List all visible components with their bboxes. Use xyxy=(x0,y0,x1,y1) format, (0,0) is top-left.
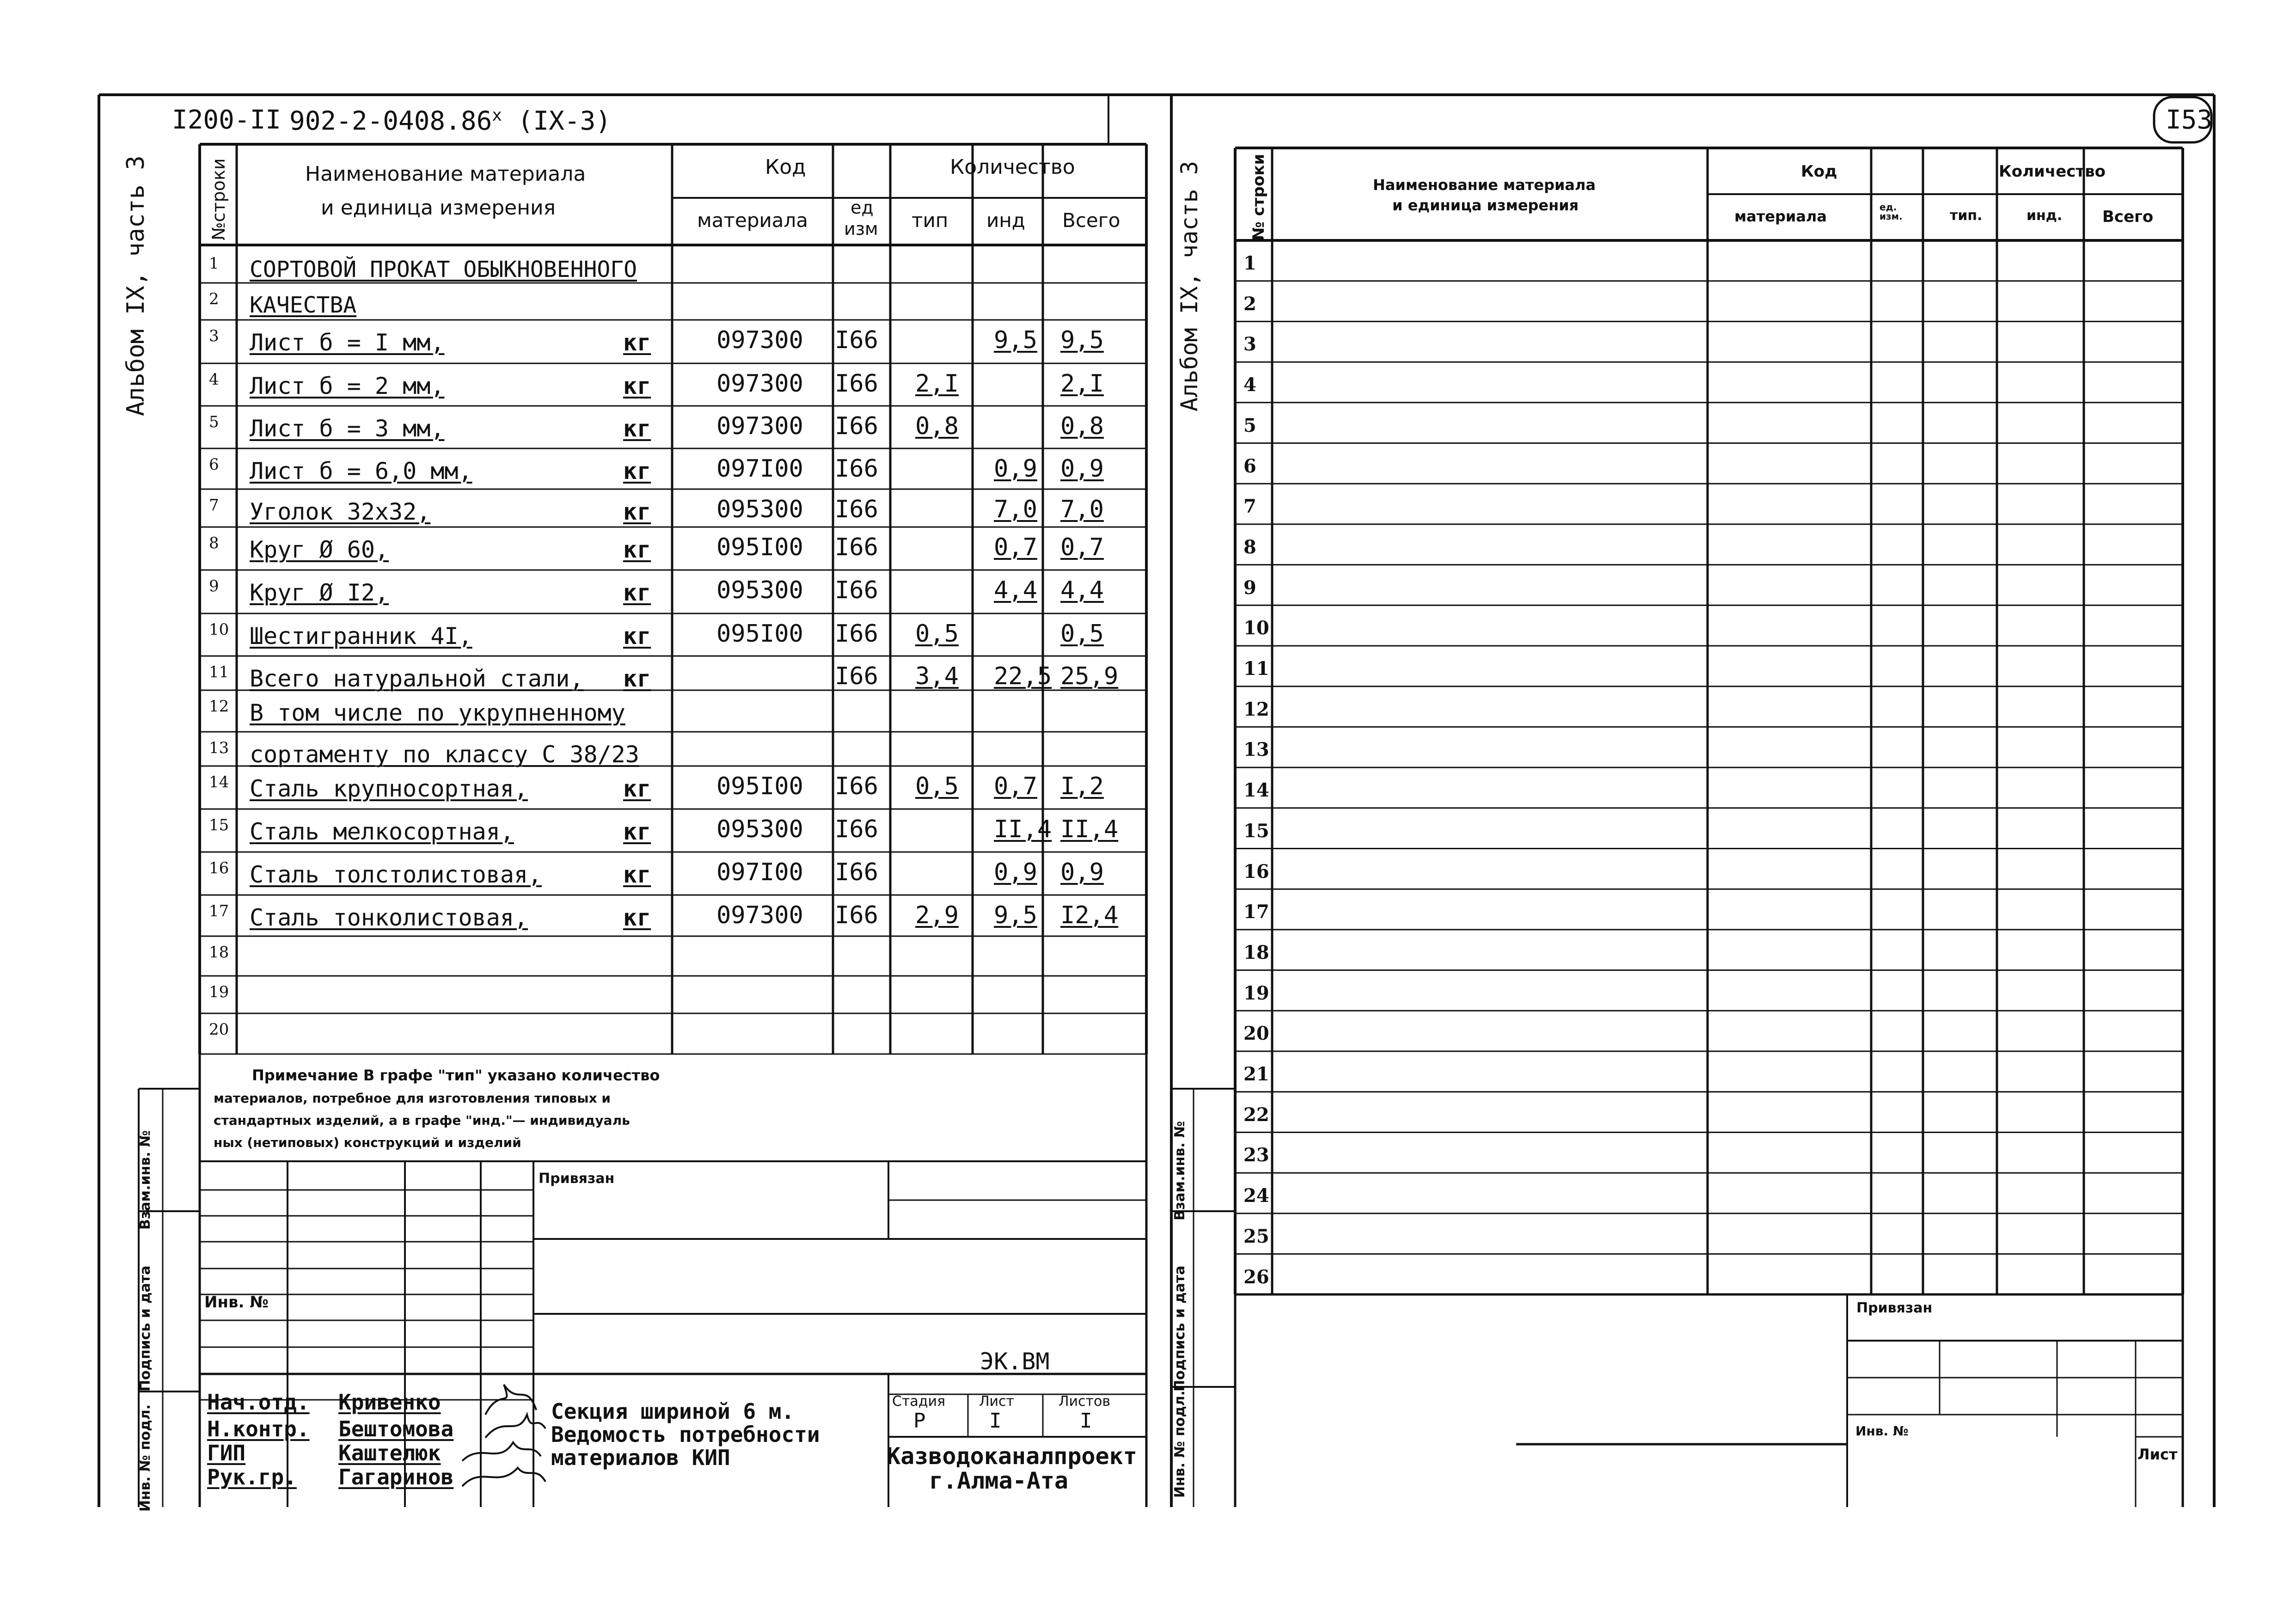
qty-ind: 0,9 xyxy=(994,858,1037,886)
right-row-number: 10 xyxy=(1243,617,1269,639)
side-label-vz-inv: Взам.инв. № xyxy=(137,1130,153,1230)
right-inv-no: Инв. № xyxy=(1855,1423,1909,1439)
album-label-right: Альбом IX, часть 3 xyxy=(1176,161,1203,411)
note-line-1: Примечание В графе "тип" указано количество xyxy=(252,1067,660,1084)
qty-tip: 0,8 xyxy=(915,412,959,440)
note-line-4: ных (нетиповых) конструкций и изделий xyxy=(214,1135,521,1150)
material-name: Всего натуральной стали, xyxy=(250,665,584,692)
right-row-number: 1 xyxy=(1243,252,1256,274)
material-name: КАЧЕСТВА xyxy=(250,292,357,318)
unit-label: кг xyxy=(623,861,651,888)
qty-tip: 2,I xyxy=(915,370,959,398)
album-label-left: Альбом IX, часть 3 xyxy=(122,155,150,416)
unit-label: кг xyxy=(623,665,651,692)
stamp-role: Н.контр. xyxy=(207,1416,310,1441)
stamp-privyazan: Привязан xyxy=(539,1171,615,1187)
qty-tip: 2,9 xyxy=(915,901,959,929)
header-unit-1: ед xyxy=(851,197,874,218)
stamp-doc-code: ЭК.ВМ xyxy=(980,1348,1050,1375)
material-name: Уголок 32х32, xyxy=(250,498,431,525)
row-number: 2 xyxy=(209,290,219,308)
header-row-num: №строки xyxy=(208,158,229,240)
qty-ind: 9,5 xyxy=(994,901,1037,929)
unit-code: I66 xyxy=(835,815,878,843)
stamp-title-1: Секция шириной 6 м. xyxy=(551,1399,795,1424)
material-code: 095I00 xyxy=(716,620,803,648)
row-number: 5 xyxy=(209,413,219,431)
material-name: сортаменту по классу С 38/23 xyxy=(250,741,639,768)
unit-label: кг xyxy=(623,579,651,606)
unit-code: I66 xyxy=(835,412,878,440)
unit-code: I66 xyxy=(835,533,878,561)
qty-ind: 9,5 xyxy=(994,326,1037,354)
qty-total: 0,9 xyxy=(1060,455,1104,483)
row-number: 12 xyxy=(209,697,229,716)
unit-code: I66 xyxy=(835,620,878,648)
qty-tip: 0,5 xyxy=(915,772,959,800)
right-row-number: 12 xyxy=(1243,698,1269,720)
sheet-badge: I53 xyxy=(2166,105,2213,135)
stamp-person-name: Каштелюк xyxy=(338,1441,441,1465)
row-number: 15 xyxy=(209,816,229,834)
unit-code: I66 xyxy=(835,772,878,800)
row-number: 1 xyxy=(209,254,219,273)
material-code: 097I00 xyxy=(716,858,803,886)
unit-label: кг xyxy=(623,458,651,484)
material-code: 095300 xyxy=(716,815,803,843)
unit-code: I66 xyxy=(835,576,878,604)
rheader-name-1: Наименование материала xyxy=(1373,176,1596,194)
header-tip: тип xyxy=(912,209,949,232)
unit-code: I66 xyxy=(835,662,878,690)
side-label-inv-podl-right: Инв. № подл. xyxy=(1172,1390,1188,1498)
header-qty: Количество xyxy=(950,155,1075,179)
rheader-row-num: № строки xyxy=(1249,153,1268,240)
stamp-org-2: г.Алма-Ата xyxy=(929,1467,1069,1494)
row-number: 20 xyxy=(209,1020,229,1039)
row-number: 6 xyxy=(209,455,219,474)
material-code: 095I00 xyxy=(716,533,803,561)
material-name: Сталь мелкосортная, xyxy=(250,818,514,845)
qty-total: I,2 xyxy=(1060,772,1104,800)
project-suffix: x xyxy=(492,106,502,125)
project-number: 902-2-0408.86 xyxy=(289,106,492,136)
note-line-2: материалов, потребное для изготовления типовых и xyxy=(214,1091,611,1106)
header-ind: инд xyxy=(986,209,1025,232)
header-code: I200-II xyxy=(172,105,282,135)
header-project xyxy=(289,107,611,135)
row-number: 4 xyxy=(209,370,219,389)
stamp-org-1: Казводоканалпроект xyxy=(887,1443,1137,1470)
right-row-number: 26 xyxy=(1243,1266,1269,1288)
right-row-number: 21 xyxy=(1243,1063,1269,1085)
right-row-number: 5 xyxy=(1243,414,1256,436)
rheader-tip: тип. xyxy=(1950,208,1983,224)
stamp-title-3: материалов КИП xyxy=(551,1445,730,1470)
material-name: СОРТОВОЙ ПРОКАТ ОБЫКНОВЕННОГО xyxy=(250,257,637,282)
right-row-number: 2 xyxy=(1243,293,1256,315)
right-row-number: 11 xyxy=(1243,658,1269,680)
qty-total: II,4 xyxy=(1060,815,1119,843)
material-name: Лист б = I мм, xyxy=(250,329,445,356)
qty-total: 0,8 xyxy=(1060,412,1104,440)
right-row-number: 24 xyxy=(1243,1185,1269,1207)
material-code: 095300 xyxy=(716,496,803,523)
side-label-vz-inv-right: Взам.инв. № xyxy=(1172,1121,1188,1220)
side-label-podpis: Подпись и дата xyxy=(137,1265,153,1392)
material-code: 095300 xyxy=(716,576,803,604)
rheader-code: Код xyxy=(1801,162,1837,181)
material-name: Лист б = 2 мм, xyxy=(250,373,445,399)
right-privyazan: Привязан xyxy=(1856,1300,1933,1316)
header-name-line1: Наименование материала xyxy=(305,162,586,186)
right-row-number: 8 xyxy=(1243,536,1256,558)
right-row-number: 15 xyxy=(1243,820,1269,842)
row-number: 10 xyxy=(209,620,229,639)
stamp-stage-label: Стадия xyxy=(892,1393,946,1410)
right-row-number: 23 xyxy=(1243,1144,1269,1166)
right-row-number: 17 xyxy=(1243,901,1269,923)
right-row-number: 6 xyxy=(1243,455,1256,477)
qty-total: 9,5 xyxy=(1060,326,1104,354)
unit-code: I66 xyxy=(835,901,878,929)
header-material: материала xyxy=(697,209,808,232)
right-row-number: 18 xyxy=(1243,941,1269,963)
unit-label: кг xyxy=(623,415,651,442)
material-name: Круг Ø 60, xyxy=(250,536,389,563)
note-line-3: стандартных изделий, а в графе "инд."— индивидуаль xyxy=(214,1113,630,1128)
right-row-number: 3 xyxy=(1243,333,1256,356)
row-number: 17 xyxy=(209,902,229,920)
header-total: Всего xyxy=(1062,209,1120,232)
qty-ind: II,4 xyxy=(994,815,1052,843)
stamp-person-name: Гагаринов xyxy=(338,1465,454,1490)
right-row-number: 16 xyxy=(1243,860,1269,883)
rheader-qty: Количество xyxy=(1999,162,2106,181)
row-number: 9 xyxy=(209,577,219,595)
material-name: Сталь тонколистовая, xyxy=(250,904,528,931)
rheader-name-2: и единица измерения xyxy=(1392,196,1579,214)
side-label-podpis-right: Подпись и дата xyxy=(1172,1265,1188,1392)
qty-total: 2,I xyxy=(1060,370,1104,398)
right-list-label: Лист xyxy=(2137,1446,2178,1463)
right-row-number: 7 xyxy=(1243,496,1256,518)
material-name: Лист б = 6,0 мм, xyxy=(250,458,472,484)
unit-label: кг xyxy=(623,775,651,802)
right-row-number: 20 xyxy=(1243,1023,1269,1045)
unit-label: кг xyxy=(623,329,651,356)
unit-label: кг xyxy=(623,498,651,525)
unit-label: кг xyxy=(623,623,651,650)
qty-tip: 3,4 xyxy=(915,662,959,690)
header-name-line2: и единица измерения xyxy=(321,196,556,220)
row-number: 3 xyxy=(209,327,219,345)
rheader-unit: ед. изм. xyxy=(1880,202,1903,222)
row-number: 8 xyxy=(209,534,219,552)
unit-label: кг xyxy=(623,904,651,931)
stamp-person-name: Бештомова xyxy=(338,1416,454,1441)
stamp-role: ГИП xyxy=(207,1441,246,1465)
right-row-number: 22 xyxy=(1243,1103,1269,1126)
row-number: 11 xyxy=(209,663,229,681)
material-code: 095I00 xyxy=(716,772,803,800)
right-row-number: 14 xyxy=(1243,779,1269,802)
unit-code: I66 xyxy=(835,455,878,483)
qty-ind: 0,9 xyxy=(994,455,1037,483)
rheader-total: Всего xyxy=(2102,208,2154,226)
right-row-number: 19 xyxy=(1243,982,1269,1004)
side-label-inv-podl: Инв. № подл. xyxy=(137,1404,153,1512)
right-row-number: 4 xyxy=(1243,374,1256,396)
qty-ind: 7,0 xyxy=(994,496,1037,523)
stamp-sheets-label: Листов xyxy=(1059,1393,1111,1410)
stamp-sheet: I xyxy=(989,1409,1002,1433)
material-name: Шестигранник 4I, xyxy=(250,623,472,650)
qty-total: 4,4 xyxy=(1060,576,1104,604)
qty-tip: 0,5 xyxy=(915,620,959,648)
material-name: Сталь крупносортная, xyxy=(250,775,528,802)
stamp-role: Нач.отд. xyxy=(207,1390,310,1415)
unit-label: кг xyxy=(623,818,651,845)
material-code: 097300 xyxy=(716,412,803,440)
unit-code: I66 xyxy=(835,370,878,398)
stamp-title-2: Ведомость потребности xyxy=(551,1422,820,1447)
row-number: 16 xyxy=(209,859,229,877)
row-number: 19 xyxy=(209,983,229,1001)
material-name: Лист б = 3 мм, xyxy=(250,415,445,442)
material-code: 097300 xyxy=(716,326,803,354)
qty-total: I2,4 xyxy=(1060,901,1119,929)
right-row-number: 25 xyxy=(1243,1225,1269,1247)
unit-code: I66 xyxy=(835,858,878,886)
material-code: 097300 xyxy=(716,370,803,398)
qty-total: 0,9 xyxy=(1060,858,1104,886)
qty-ind: 0,7 xyxy=(994,533,1037,561)
material-code: 097I00 xyxy=(716,455,803,483)
row-number: 13 xyxy=(209,739,229,757)
qty-total: 0,5 xyxy=(1060,620,1104,648)
project-section: (IX-3) xyxy=(517,106,611,136)
unit-label: кг xyxy=(623,373,651,399)
qty-total: 25,9 xyxy=(1060,662,1119,690)
qty-total: 0,7 xyxy=(1060,533,1104,561)
stamp-sheets: I xyxy=(1080,1409,1092,1433)
row-number: 14 xyxy=(209,773,229,791)
header-code: Код xyxy=(765,155,806,179)
material-name: Круг Ø I2, xyxy=(250,579,389,606)
stamp-person-name: Кривенко xyxy=(338,1390,441,1415)
row-number: 18 xyxy=(209,943,229,962)
rheader-ind: инд. xyxy=(2027,208,2063,224)
right-row-number: 13 xyxy=(1243,739,1269,761)
stamp-role: Рук.гр. xyxy=(207,1465,297,1490)
qty-ind: 4,4 xyxy=(994,576,1037,604)
unit-label: кг xyxy=(623,536,651,563)
material-code: 097300 xyxy=(716,901,803,929)
qty-ind: 22,5 xyxy=(994,662,1052,690)
stamp-stage: Р xyxy=(913,1409,926,1433)
right-row-number: 9 xyxy=(1243,576,1256,599)
unit-code: I66 xyxy=(835,326,878,354)
header-unit-2: изм xyxy=(844,219,878,239)
stamp-sheet-label: Лист xyxy=(979,1393,1015,1410)
row-number: 7 xyxy=(209,496,219,515)
qty-total: 7,0 xyxy=(1060,496,1104,523)
material-name: В том числе по укрупненному xyxy=(250,699,625,726)
rheader-material: материала xyxy=(1734,208,1827,225)
qty-ind: 0,7 xyxy=(994,772,1037,800)
stamp-inv-no: Инв. № xyxy=(204,1293,269,1312)
material-name: Сталь толстолистовая, xyxy=(250,861,542,888)
unit-code: I66 xyxy=(835,496,878,523)
